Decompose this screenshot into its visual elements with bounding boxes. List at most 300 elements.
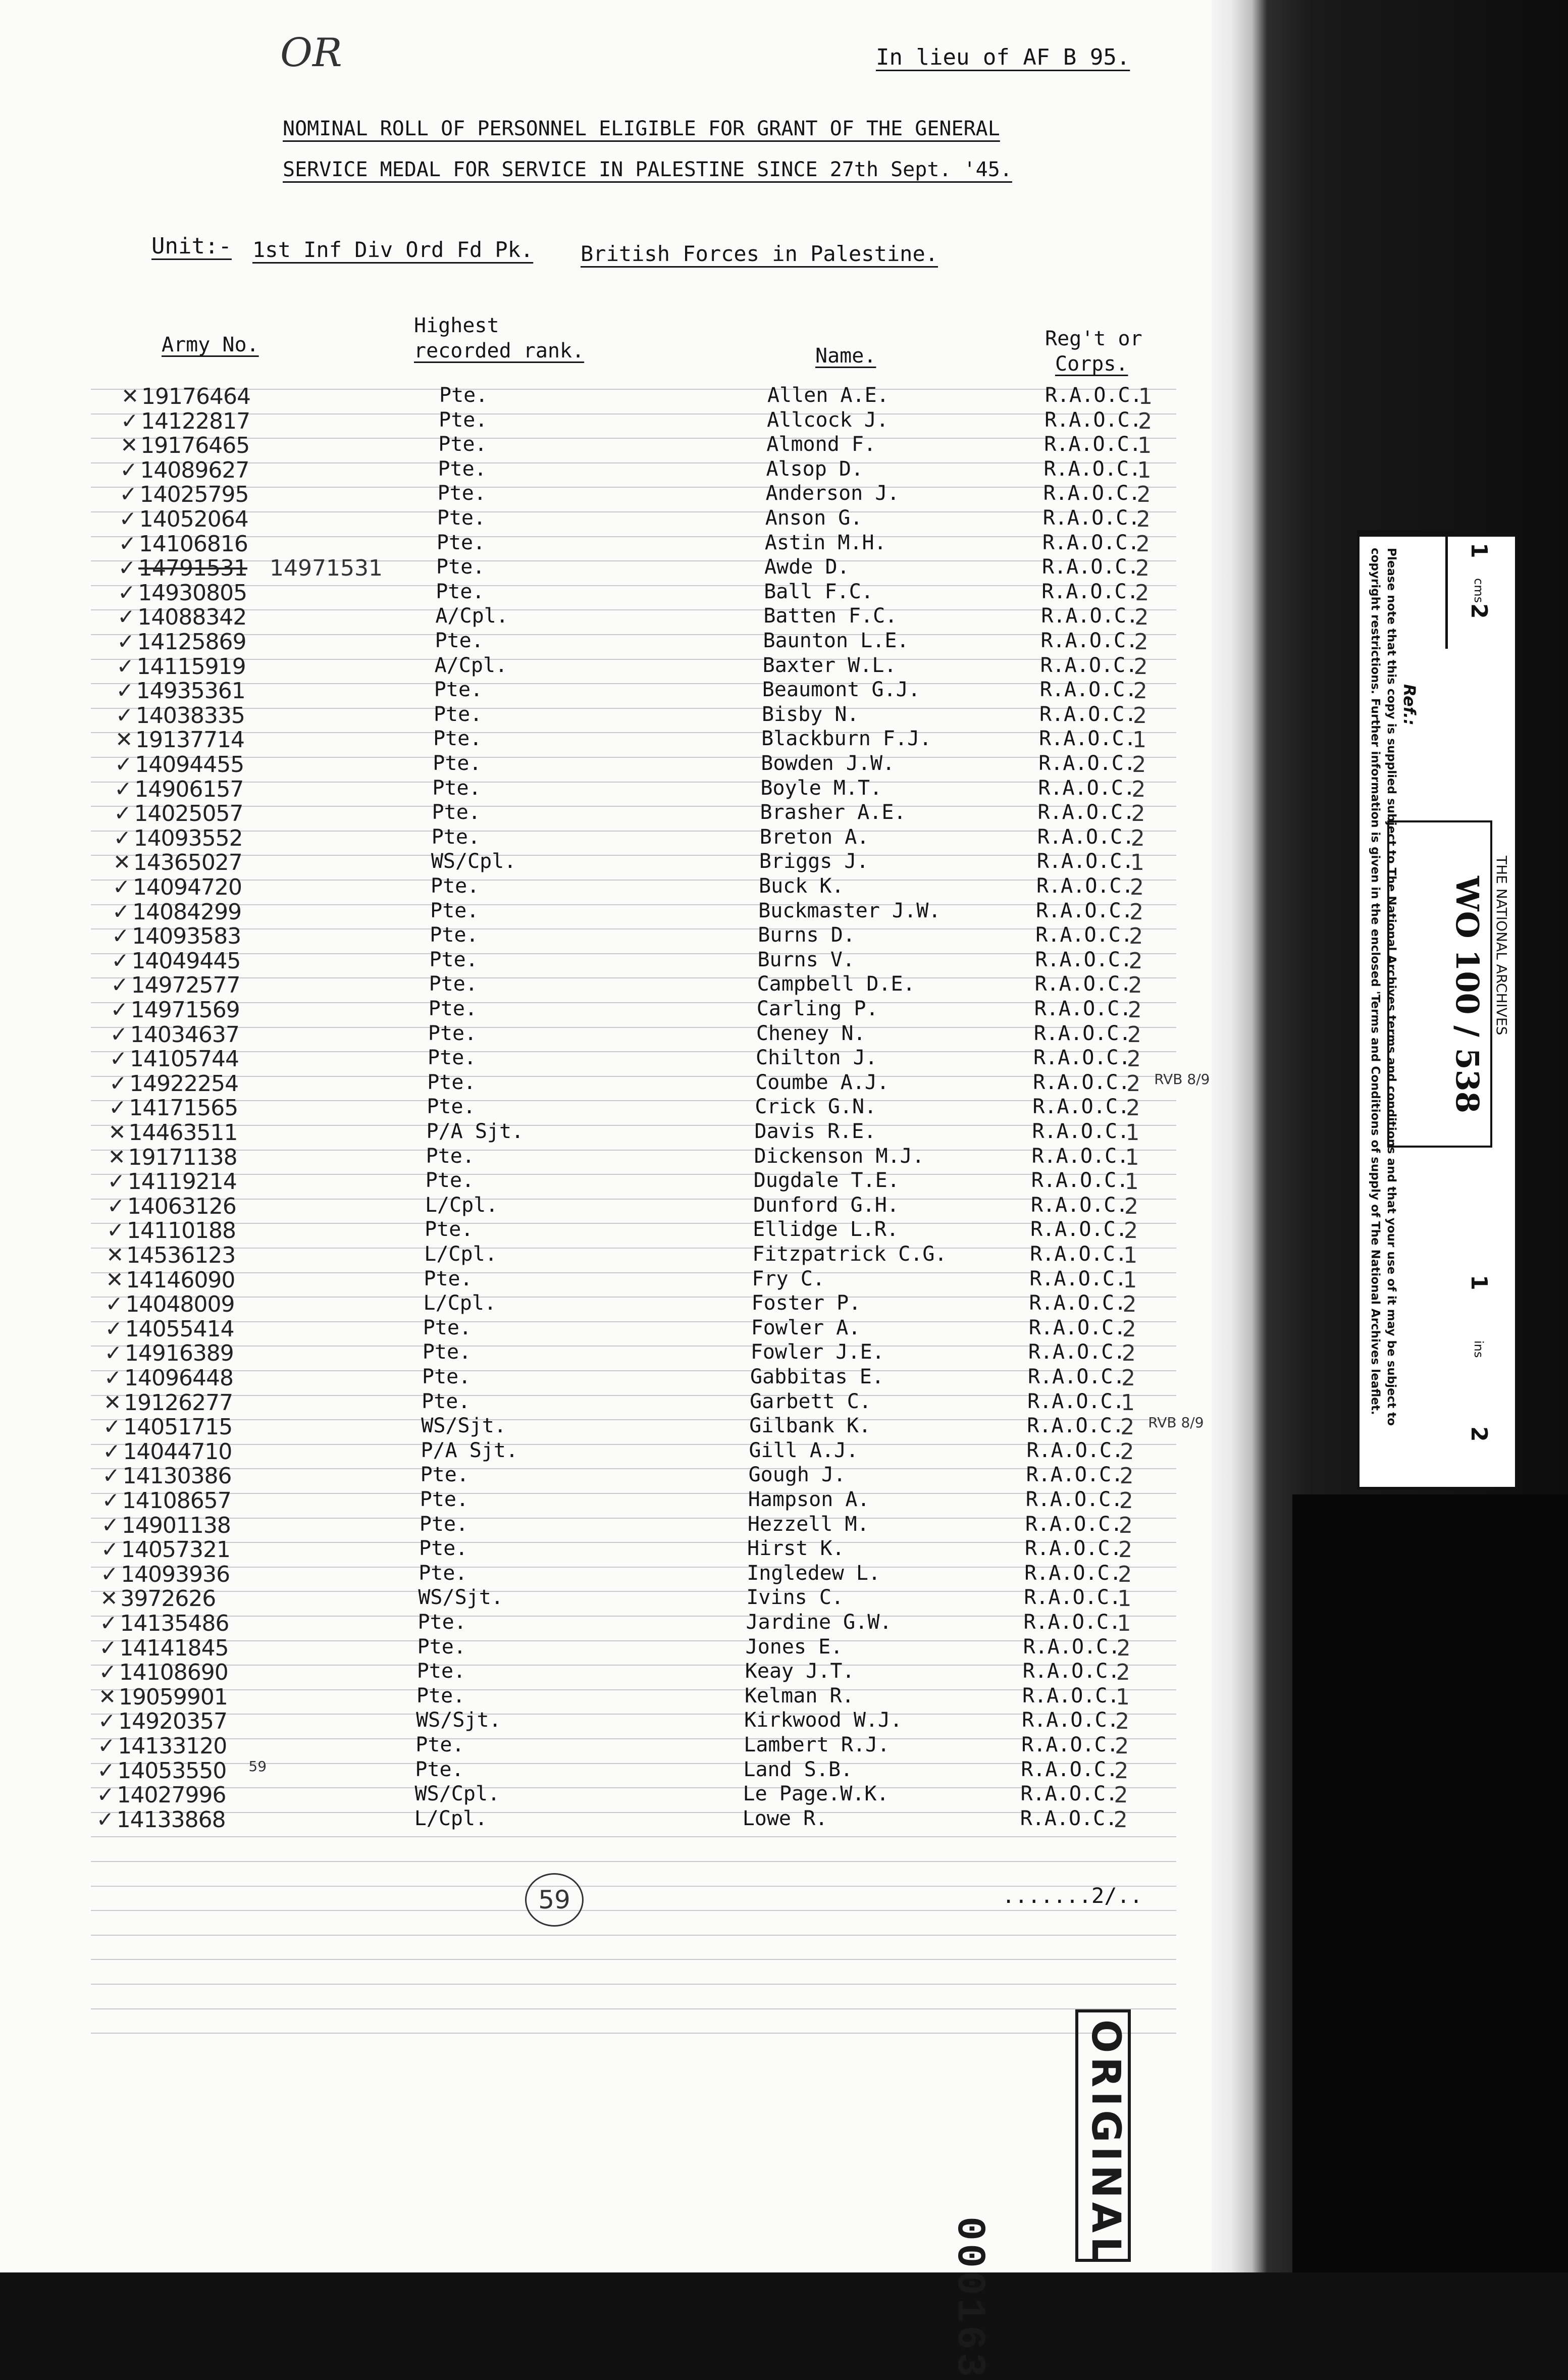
allocation-note: 2 — [1128, 948, 1143, 974]
name: Batten F.C. — [763, 604, 898, 628]
ruler-cms-1: 1 — [1466, 543, 1492, 558]
allocation-note: 2 — [1127, 1046, 1141, 1072]
rank: Pte. — [431, 874, 480, 898]
rank: Pte. — [427, 1070, 476, 1094]
regiment: R.A.O.C. — [1040, 653, 1138, 677]
name: Baxter W.L. — [762, 653, 897, 677]
rank: Pte. — [420, 1488, 469, 1511]
rank: Pte. — [428, 1046, 477, 1070]
regiment: R.A.O.C. — [1021, 1733, 1119, 1756]
army-number: 14130386 — [122, 1463, 232, 1489]
name: Dickenson M.J. — [754, 1144, 924, 1168]
name: Baunton L.E. — [763, 629, 909, 652]
regiment: R.A.O.C. — [1044, 433, 1141, 456]
column-header-rank-line2: recorded rank. — [414, 339, 585, 363]
corner-handwritten-mark: OR — [280, 30, 342, 76]
table-row — [0, 1169, 1176, 1193]
document-title-line1: NOMINAL ROLL OF PERSONNEL ELIGIBLE FOR GRANT OF THE GENERAL — [283, 117, 1000, 140]
row-mark: ✓ — [114, 801, 132, 826]
army-number: 14048009 — [125, 1291, 235, 1318]
army-number: 14906157 — [134, 776, 244, 802]
regiment: R.A.O.C. — [1024, 1561, 1122, 1585]
continuation-marker: .......2/.. — [1002, 1883, 1143, 1908]
allocation-note: 1 — [1124, 1169, 1139, 1195]
regiment: R.A.O.C. — [1038, 776, 1136, 800]
row-mark: ✓ — [99, 1611, 118, 1635]
table-row — [0, 1095, 1176, 1119]
allocation-note: 2 — [1135, 580, 1149, 606]
serial-number-stamp: 000163 — [946, 2216, 992, 2380]
rank: Pte. — [432, 801, 481, 824]
table-row — [0, 874, 1176, 899]
regiment: R.A.O.C. — [1036, 850, 1134, 873]
table-row — [0, 1782, 1176, 1806]
allocation-note: 2 — [1120, 1438, 1134, 1465]
copyright-notice-line2: copyright restrictions. Further information is given in the enclosed 'Terms and Conditions of supply of The National Archives leaflet. — [1369, 548, 1382, 1415]
ruler-cms-label: cms — [1472, 578, 1486, 603]
name: Gough J. — [748, 1463, 846, 1487]
allocation-note: 2 — [1118, 1561, 1132, 1587]
allocation-note: 2 — [1120, 1414, 1135, 1440]
regiment: R.A.O.C. — [1025, 1537, 1122, 1561]
regiment: R.A.O.C. — [1028, 1316, 1126, 1339]
army-number: 19126277 — [124, 1389, 233, 1416]
rank: Pte. — [429, 972, 478, 996]
allocation-note: 2 — [1128, 972, 1142, 999]
table-row — [0, 777, 1176, 801]
allocation-note: 2 — [1132, 752, 1146, 778]
regiment: R.A.O.C. — [1028, 1365, 1125, 1388]
rank: Pte. — [439, 384, 488, 407]
row-mark: ✓ — [107, 1218, 125, 1243]
regiment: R.A.O.C. — [1028, 1340, 1126, 1364]
rank: Pte. — [434, 678, 483, 702]
rank: Pte. — [437, 482, 486, 505]
table-row — [0, 555, 1176, 580]
allocation-note: 1 — [1117, 1611, 1131, 1636]
archive-reference: WO 100 / 538 — [1449, 876, 1486, 1113]
regiment: R.A.O.C. — [1022, 1660, 1120, 1683]
allocation-note: 2 — [1126, 1095, 1140, 1121]
regiment: R.A.O.C. — [1026, 1463, 1124, 1487]
name: Hirst K. — [747, 1537, 845, 1561]
allocation-note: 2 — [1114, 1782, 1128, 1808]
rank: Pte. — [427, 1095, 476, 1119]
name: Anderson J. — [765, 482, 900, 505]
table-row — [0, 531, 1176, 555]
army-number: 19171138 — [128, 1144, 237, 1170]
original-stamp: ORIGINAL — [1083, 2020, 1128, 2266]
rank: Pte. — [416, 1660, 466, 1683]
army-number: 14105744 — [130, 1046, 239, 1072]
row-mark: ✓ — [111, 948, 129, 973]
rank: Pte. — [438, 433, 487, 456]
name: Brasher A.E. — [760, 801, 906, 824]
side-note: 59 — [248, 1757, 267, 1775]
regiment: R.A.O.C. — [1033, 1046, 1131, 1070]
row-mark: ✓ — [96, 1806, 114, 1832]
allocation-note: 1 — [1115, 1684, 1130, 1710]
name: Coumbe A.J. — [755, 1070, 890, 1094]
name: Breton A. — [759, 825, 869, 849]
rank: Pte. — [435, 629, 484, 652]
rank: L/Cpl. — [423, 1291, 497, 1315]
army-number: 14093583 — [132, 923, 241, 950]
name: Bowden J.W. — [761, 752, 895, 775]
army-number: 14108690 — [119, 1660, 228, 1686]
row-mark: ✓ — [109, 1070, 127, 1096]
rank: Pte. — [416, 1684, 465, 1708]
army-number: 14052064 — [139, 506, 248, 532]
allocation-note: 2 — [1121, 1365, 1135, 1391]
name: Le Page.W.K. — [743, 1782, 889, 1806]
rank: Pte. — [415, 1757, 464, 1781]
table-row — [0, 506, 1176, 531]
allocation-note: 1 — [1123, 1267, 1137, 1293]
regiment: R.A.O.C. — [1042, 506, 1140, 530]
row-mark: ✓ — [111, 972, 129, 998]
row-mark: ✓ — [118, 531, 137, 556]
table-row — [0, 1807, 1176, 1831]
regiment: R.A.O.C. — [1044, 408, 1142, 432]
regiment: R.A.O.C. — [1033, 1070, 1130, 1094]
table-row — [0, 1340, 1176, 1365]
unit-value: 1st Inf Div Ord Fd Pk. — [252, 237, 534, 262]
table-row — [0, 1145, 1176, 1169]
rank: Pte. — [439, 408, 488, 432]
rank: L/Cpl. — [414, 1806, 488, 1830]
allocation-note: 2 — [1116, 1660, 1130, 1686]
name: Dugdale T.E. — [753, 1169, 900, 1193]
row-mark: ✓ — [97, 1757, 115, 1783]
name: Burns D. — [758, 923, 855, 947]
table-row — [0, 1046, 1176, 1070]
table-row — [0, 1537, 1176, 1561]
allocation-note: 1 — [1117, 1586, 1132, 1612]
table-row — [0, 384, 1176, 408]
table-row — [0, 1660, 1176, 1684]
army-number: 3972626 — [120, 1586, 216, 1612]
row-mark: ✓ — [115, 752, 133, 777]
army-number: 19137714 — [135, 727, 245, 753]
row-mark: ✓ — [104, 1340, 123, 1366]
rank: Pte. — [420, 1463, 469, 1487]
name: Awde D. — [764, 555, 850, 579]
rank: Pte. — [419, 1561, 467, 1585]
army-number: 14972577 — [131, 972, 240, 999]
name: Buckmaster J.W. — [758, 899, 941, 922]
regiment: R.A.O.C. — [1041, 604, 1138, 628]
row-mark: ✓ — [119, 506, 137, 531]
table-row — [0, 1733, 1176, 1757]
table-row — [0, 825, 1176, 850]
regiment: R.A.O.C. — [1023, 1635, 1121, 1659]
regiment: R.A.O.C. — [1036, 899, 1133, 922]
table-row — [0, 408, 1176, 433]
rank: Pte. — [433, 702, 483, 726]
army-number: 14093936 — [121, 1561, 230, 1587]
army-number: 14094455 — [135, 752, 244, 778]
army-number: 14122817 — [141, 408, 250, 434]
table-row — [0, 654, 1176, 678]
row-mark: ✕ — [121, 384, 139, 408]
column-header-regt-line1: Reg't or — [1045, 327, 1142, 350]
table-row — [0, 1070, 1210, 1097]
archive-reference-card — [1357, 530, 1518, 1489]
table-row — [0, 727, 1176, 751]
army-number: 19176464 — [141, 384, 250, 409]
row-mark: ✓ — [113, 874, 131, 899]
name: Ingledew L. — [747, 1561, 881, 1585]
table-row — [0, 1586, 1176, 1610]
rank: Pte. — [424, 1267, 473, 1290]
army-number: 19176465 — [140, 433, 250, 459]
rank: Pte. — [422, 1365, 471, 1388]
table-row — [0, 1414, 1204, 1440]
regiment: R.A.O.C. — [1041, 580, 1139, 603]
table-row — [0, 604, 1176, 629]
table-row — [0, 1291, 1176, 1316]
row-mark: ✓ — [104, 1316, 123, 1341]
column-header-regt-line2: Corps. — [1055, 352, 1128, 376]
army-number: 14536123 — [126, 1243, 236, 1268]
allocation-note: 2 — [1118, 1512, 1133, 1538]
row-mark: ✓ — [99, 1635, 117, 1660]
army-number: 14096448 — [124, 1365, 233, 1391]
allocation-note: 2 — [1133, 653, 1148, 680]
rank: L/Cpl. — [425, 1193, 498, 1217]
unit-label: Unit:- — [151, 233, 232, 259]
name: Carling P. — [756, 997, 878, 1020]
reference-label: Ref.: — [1400, 684, 1419, 726]
allocation-note: 2 — [1135, 555, 1150, 582]
regiment: R.A.O.C. — [1042, 531, 1140, 554]
regiment: R.A.O.C. — [1025, 1488, 1123, 1511]
row-mark: ✓ — [101, 1488, 120, 1513]
regiment: R.A.O.C. — [1020, 1782, 1118, 1806]
name: Bisby N. — [761, 702, 859, 726]
rank: Pte. — [437, 506, 486, 530]
name: Fowler J.E. — [750, 1340, 884, 1364]
rank: Pte. — [433, 752, 482, 775]
table-row — [0, 1194, 1176, 1218]
table-row — [0, 1611, 1176, 1635]
row-mark: ✓ — [104, 1365, 122, 1390]
rank: WS/Cpl. — [414, 1782, 500, 1806]
name: Anson G. — [765, 506, 863, 530]
army-number: 14916389 — [124, 1340, 234, 1367]
name: Garbett C. — [750, 1389, 871, 1413]
army-number: 14049445 — [131, 948, 241, 974]
row-mark: ✓ — [117, 629, 135, 654]
regiment: R.A.O.C. — [1020, 1806, 1118, 1830]
allocation-note: 1 — [1137, 457, 1152, 483]
rank: A/Cpl. — [434, 653, 508, 677]
regiment: R.A.O.C. — [1039, 678, 1137, 702]
row-mark: ✓ — [97, 1733, 116, 1758]
forces-label: British Forces in Palestine. — [581, 241, 938, 266]
army-number: 14106816 — [138, 531, 248, 557]
regiment: R.A.O.C. — [1043, 482, 1141, 505]
table-row — [0, 1635, 1176, 1660]
row-mark: ✓ — [96, 1782, 115, 1807]
rank: Pte. — [426, 1144, 475, 1168]
table-row — [0, 948, 1176, 972]
rank: Pte. — [428, 997, 478, 1020]
army-number: 14365027 — [133, 850, 242, 876]
scan-background-lower — [1292, 1494, 1568, 2272]
allocation-note: 1 — [1130, 850, 1144, 876]
form-reference: In lieu of AF B 95. — [876, 44, 1130, 70]
rank: Pte. — [428, 1021, 477, 1045]
army-number: 14027996 — [117, 1782, 226, 1808]
regiment: R.A.O.C. — [1026, 1438, 1124, 1462]
regiment: R.A.O.C. — [1039, 702, 1137, 726]
rank: Pte. — [430, 899, 479, 922]
regiment: R.A.O.C. — [1031, 1169, 1129, 1193]
table-row — [0, 801, 1176, 825]
allocation-note: 2 — [1119, 1488, 1133, 1514]
allocation-note: 2 — [1129, 923, 1143, 950]
ruler-ins-label: ins — [1472, 1340, 1486, 1358]
regiment: R.A.O.C. — [1024, 1586, 1121, 1610]
row-mark: ✓ — [102, 1438, 121, 1464]
table-row — [0, 1390, 1176, 1414]
rank: Pte. — [431, 825, 481, 849]
army-number: 14051715 — [123, 1414, 233, 1440]
table-row — [0, 1513, 1176, 1537]
side-note: RVB 8/9 — [1148, 1414, 1204, 1431]
rank: Pte. — [417, 1611, 466, 1634]
name: Beaumont G.J. — [762, 678, 920, 702]
archives-name: THE NATIONAL ARCHIVES — [1493, 856, 1510, 1036]
ruled-line — [91, 1935, 1176, 1936]
army-number: 14971569 — [130, 997, 240, 1023]
name: Land S.B. — [743, 1757, 853, 1781]
rank: Pte. — [423, 1316, 472, 1339]
name: Crick G.N. — [755, 1095, 877, 1119]
rank: WS/Sjt. — [416, 1709, 501, 1732]
table-row — [0, 972, 1176, 997]
allocation-note: 2 — [1124, 1218, 1138, 1244]
ruled-line — [91, 1861, 1176, 1862]
name: Hampson A. — [748, 1488, 870, 1511]
army-number: 14038335 — [135, 702, 245, 729]
allocation-note: 1 — [1121, 1389, 1135, 1416]
allocation-note: 2 — [1119, 1463, 1134, 1489]
name: Lowe R. — [742, 1806, 828, 1830]
name: Kelman R. — [744, 1684, 854, 1708]
row-mark: ✓ — [117, 604, 135, 630]
allocation-note: 2 — [1115, 1733, 1129, 1759]
row-mark: ✓ — [118, 555, 136, 581]
table-row — [0, 1267, 1176, 1291]
army-number: 14133120 — [118, 1733, 227, 1759]
name: Lambert R.J. — [744, 1733, 890, 1756]
regiment: R.A.O.C. — [1039, 727, 1136, 751]
row-mark: ✕ — [106, 1267, 124, 1292]
name: Almond F. — [766, 433, 876, 456]
army-number: 14057321 — [121, 1537, 230, 1563]
ruled-line — [91, 2033, 1176, 2034]
rank: Pte. — [432, 776, 481, 800]
rank: L/Cpl. — [424, 1243, 497, 1266]
row-mark: ✓ — [110, 1021, 128, 1047]
folio-number: 59 — [525, 1873, 584, 1927]
table-row — [0, 1709, 1176, 1733]
rank: A/Cpl. — [435, 604, 508, 628]
allocation-note: 2 — [1113, 1806, 1128, 1833]
rank: Pte. — [422, 1389, 471, 1413]
allocation-note: 2 — [1135, 531, 1150, 557]
ruler-cms-2: 2 — [1466, 603, 1492, 619]
regiment: R.A.O.C. — [1031, 1144, 1129, 1168]
rank: Pte. — [433, 727, 482, 751]
rank: Pte. — [425, 1169, 475, 1193]
table-row — [0, 1218, 1176, 1242]
regiment: R.A.O.C. — [1036, 874, 1134, 898]
name: Allcock J. — [767, 408, 888, 432]
ruled-line — [91, 1910, 1176, 1911]
name: Jardine G.W. — [746, 1611, 892, 1634]
table-row — [0, 997, 1176, 1021]
ruler-top — [1360, 533, 1515, 537]
allocation-note: 2 — [1121, 1340, 1136, 1367]
allocation-note: 2 — [1122, 1291, 1137, 1318]
ruled-line — [91, 2008, 1176, 2009]
table-row — [0, 1439, 1176, 1463]
table-row — [0, 678, 1176, 702]
regiment: R.A.O.C. — [1030, 1243, 1127, 1266]
allocation-note: 2 — [1115, 1709, 1130, 1735]
row-mark: ✓ — [101, 1512, 120, 1537]
rank: Pte. — [419, 1512, 468, 1536]
regiment: R.A.O.C. — [1035, 923, 1133, 947]
rank: Pte. — [422, 1340, 472, 1364]
regiment: R.A.O.C. — [1021, 1757, 1119, 1781]
row-mark: ✓ — [114, 776, 132, 801]
row-mark: ✓ — [110, 1046, 128, 1071]
name: Blackburn F.J. — [761, 727, 932, 751]
allocation-note: 2 — [1136, 482, 1151, 508]
row-mark: ✓ — [121, 408, 139, 433]
rank: Pte. — [429, 948, 478, 971]
regiment: R.A.O.C. — [1027, 1414, 1124, 1438]
regiment: R.A.O.C. — [1040, 629, 1138, 652]
row-mark: ✕ — [103, 1389, 122, 1415]
rank: P/A Sjt. — [421, 1438, 518, 1462]
rank: Pte. — [436, 555, 485, 579]
regiment: R.A.O.C. — [1037, 801, 1135, 824]
army-number: 19059901 — [118, 1684, 228, 1710]
rank: P/A Sjt. — [426, 1120, 524, 1143]
allocation-note: 2 — [1118, 1537, 1133, 1563]
rank: WS/Cpl. — [431, 850, 516, 873]
army-number: 14125869 — [137, 629, 246, 655]
regiment: R.A.O.C. — [1035, 948, 1133, 971]
regiment: R.A.O.C. — [1042, 555, 1139, 579]
army-number: 14930805 — [138, 580, 247, 606]
regiment: R.A.O.C. — [1038, 752, 1136, 775]
row-mark: ✓ — [107, 1169, 125, 1194]
allocation-note: 2 — [1116, 1635, 1131, 1661]
army-number: 14141845 — [119, 1635, 229, 1661]
army-number: 14920357 — [118, 1709, 228, 1735]
document-title-line2: SERVICE MEDAL FOR SERVICE IN PALESTINE SINCE 27th Sept. '45. — [283, 158, 1012, 181]
name: Davis R.E. — [754, 1120, 876, 1143]
ruled-line — [91, 1959, 1176, 1960]
rank: Pte. — [417, 1635, 466, 1659]
